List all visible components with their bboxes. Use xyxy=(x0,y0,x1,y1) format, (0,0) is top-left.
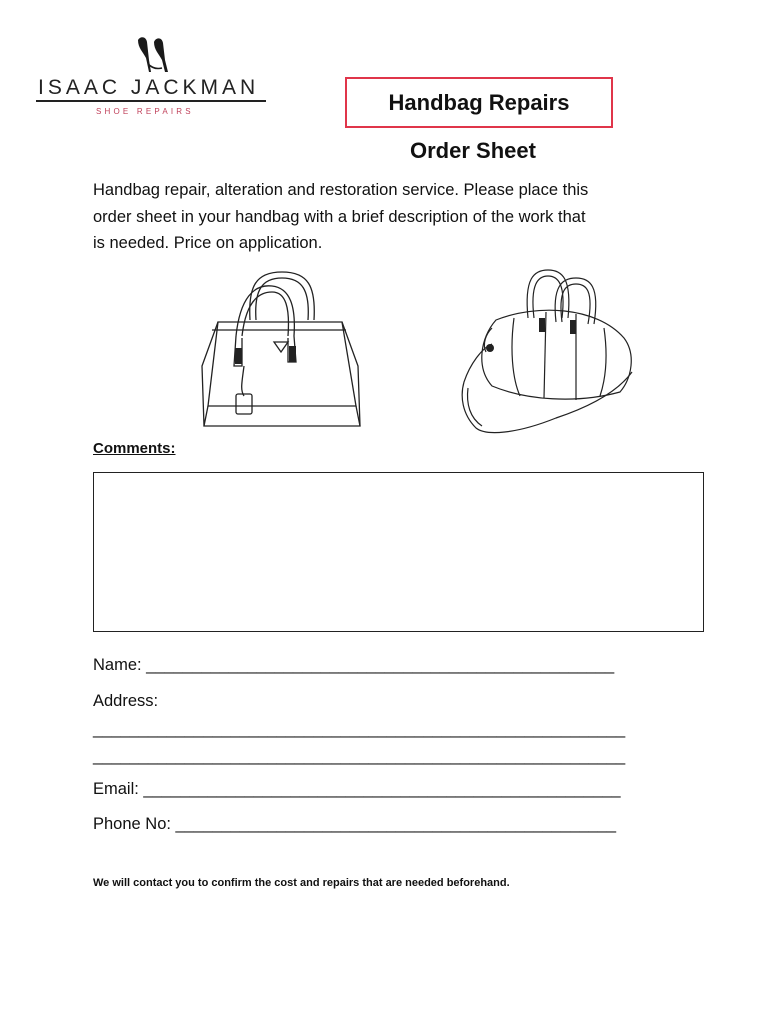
tote-handbag-icon xyxy=(196,266,366,436)
intro-line: order sheet in your handbag with a brief description of the work that xyxy=(93,207,586,226)
intro-paragraph xyxy=(93,177,693,257)
duffle-bag-icon xyxy=(456,268,642,440)
high-heel-shoe-icon xyxy=(132,34,174,76)
logo-divider xyxy=(36,100,266,102)
address-line-2[interactable]: __________________________________________________________ xyxy=(93,747,626,765)
logo-tagline: SHOE REPAIRS xyxy=(96,107,194,116)
intro-line: Handbag repair, alteration and restoration service. Please place this xyxy=(93,181,589,199)
logo-brand-name: ISAAC JACKMAN xyxy=(38,76,260,99)
comments-box[interactable] xyxy=(93,472,704,632)
address-label: Address: xyxy=(93,692,159,710)
footnote: We will contact you to confirm the cost and repairs that are needed beforehand. xyxy=(93,877,510,889)
page-title: Handbag Repairs xyxy=(388,89,570,115)
company-logo xyxy=(36,34,268,120)
address-line-1[interactable]: __________________________________________________________ xyxy=(93,720,626,738)
name-field[interactable]: Name: ___________________________________________________ xyxy=(93,656,615,674)
comments-label: Comments: xyxy=(93,440,176,457)
page-subtitle: Order Sheet xyxy=(410,138,536,163)
phone-field[interactable]: Phone No: ________________________________________________ xyxy=(93,815,617,833)
email-field[interactable]: Email: ____________________________________________________ xyxy=(93,780,621,798)
intro-line: is needed. Price on application. xyxy=(93,234,323,252)
title-box xyxy=(345,77,613,128)
